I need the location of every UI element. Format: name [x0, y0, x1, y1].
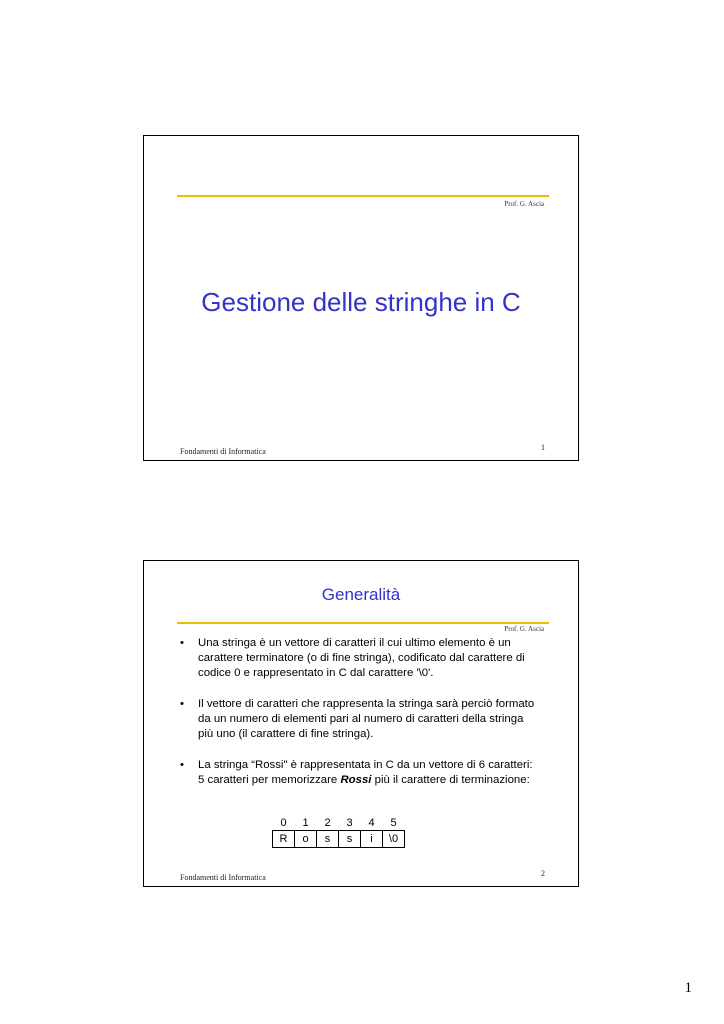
array-index: 5: [390, 817, 397, 829]
array-cell: i: [361, 831, 383, 848]
page-number: 1: [684, 980, 692, 996]
string-array-table: [272, 816, 405, 848]
slide-author: Prof. G. Ascia: [504, 625, 544, 633]
slide-footer: Fondamenti di Informatica: [180, 873, 266, 882]
array-index: 4: [368, 817, 375, 829]
bullet-text: Una stringa è un vettore di caratteri il cui ultimo elemento è un carattere terminatore (o di fine stringa), codificato dal carattere di codice 0 e rappresentato in C dal carattere '\0'.: [198, 637, 525, 679]
slide-1: [143, 135, 579, 461]
bullet-item: [180, 636, 540, 681]
slide-rule: [177, 195, 549, 197]
array-cell: \0: [383, 831, 405, 848]
bold-italic-word: Rossi: [340, 774, 372, 786]
slide-title: Gestione delle stringhe in C: [201, 287, 521, 317]
slide-number: 1: [541, 443, 545, 452]
slide-number: 2: [541, 869, 545, 878]
bullet-icon: •: [180, 759, 184, 771]
bullet-icon: •: [180, 637, 184, 649]
bullet-icon: •: [180, 698, 184, 710]
array-cell: o: [295, 831, 317, 848]
bullet-item: [180, 697, 540, 742]
array-cell: s: [317, 831, 339, 848]
array-cell: R: [273, 831, 295, 848]
array-index: 1: [302, 817, 309, 829]
bullet-list: [180, 636, 540, 804]
slide-2: [143, 560, 579, 887]
slide-footer: Fondamenti di Informatica: [180, 447, 266, 456]
array-index: 3: [346, 817, 353, 829]
array-cell: s: [339, 831, 361, 848]
array-index-row: [273, 816, 405, 831]
slide-author: Prof. G. Ascia: [504, 200, 544, 208]
array-index: 2: [324, 817, 331, 829]
bullet-item: [180, 758, 540, 788]
slide-title: Generalità: [321, 585, 401, 604]
bullet-text: Il vettore di caratteri che rappresenta la stringa sarà perciò formato da un numero di elementi pari al numero di caratteri della stringa più uno (il carattere di fine stringa).: [198, 698, 535, 740]
array-cell-row: [273, 831, 405, 848]
slide-rule: [177, 622, 549, 624]
array-index: 0: [280, 817, 287, 829]
bullet-text: La stringa “Rossi" è rappresentata in C da un vettore di 6 caratteri: 5 caratteri per memorizzare Rossi più il carattere di terminazione:: [198, 759, 533, 786]
